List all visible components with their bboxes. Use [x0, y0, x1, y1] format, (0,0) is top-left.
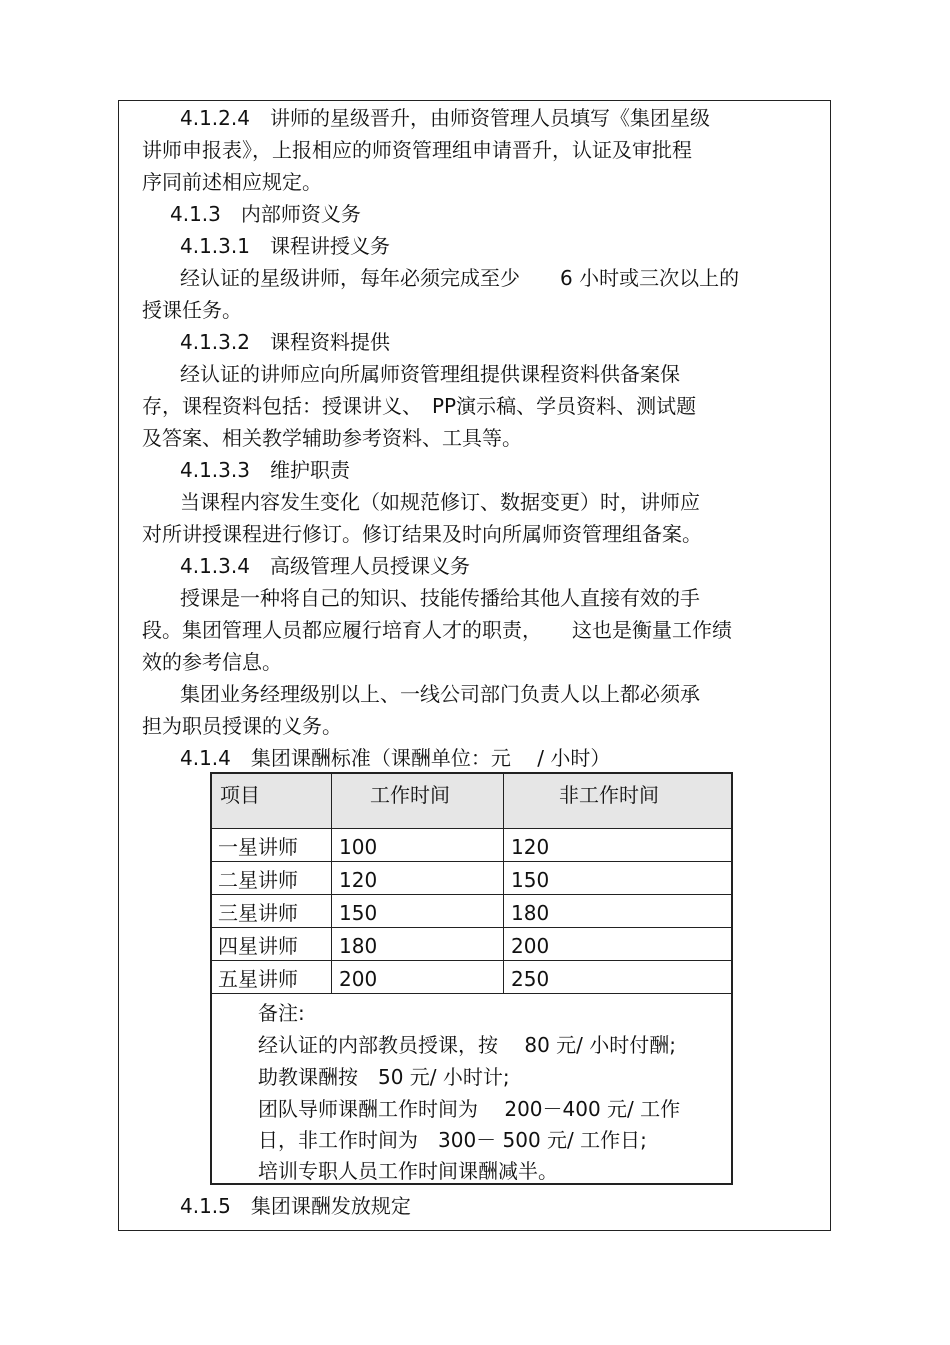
paragraph-line: 经认证的星级讲师，每年必须完成至少 6 小时或三次以上的 — [180, 266, 740, 290]
column-divider — [331, 774, 332, 994]
paragraph-line: 段。集团管理人员都应履行培育人才的职责， 这也是衡量工作绩 — [142, 618, 732, 642]
note-line: 助教课酬按 50 元/ 小时计; — [258, 1065, 510, 1089]
table-row — [212, 895, 731, 928]
paragraph-line: 授课任务。 — [142, 298, 242, 322]
paragraph-line: 讲师申报表》，上报相应的师资管理组申请晋升，认证及审批程 — [142, 138, 692, 162]
table-header-row — [212, 774, 731, 829]
table-cell: 150 — [339, 901, 378, 925]
table-cell: 四星讲师 — [218, 934, 298, 958]
table-header-cell: 项目 — [220, 783, 260, 807]
table-cell: 三星讲师 — [218, 901, 298, 925]
table-cell: 200 — [511, 934, 550, 958]
table-row — [212, 961, 731, 994]
subsection-heading: 4.1.3.4 高级管理人员授课义务 — [180, 554, 470, 578]
paragraph-line: 集团业务经理级别以上、一线公司部门负责人以上都必须承 — [180, 682, 700, 706]
column-divider — [503, 774, 504, 994]
paragraph-line: 及答案、相关教学辅助参考资料、工具等。 — [142, 426, 522, 450]
table-cell: 180 — [511, 901, 550, 925]
subsection-heading: 4.1.3.1 课程讲授义务 — [180, 234, 390, 258]
table-row — [212, 862, 731, 895]
paragraph-line: 效的参考信息。 — [142, 650, 282, 674]
note-line: 团队导师课酬工作时间为 200－400 元/ 工作 — [258, 1097, 681, 1121]
table-header-cell: 工作时间 — [370, 783, 450, 807]
paragraph-line: 授课是一种将自己的知识、技能传播给其他人直接有效的手 — [180, 586, 700, 610]
table-cell: 二星讲师 — [218, 868, 298, 892]
subsection-heading: 4.1.3.2 课程资料提供 — [180, 330, 390, 354]
paragraph-line: 经认证的讲师应向所属师资管理组提供课程资料供备案保 — [180, 362, 680, 386]
note-line: 日，非工作时间为 300－ 500 元/ 工作日; — [258, 1128, 647, 1152]
note-line: 培训专职人员工作时间课酬减半。 — [258, 1159, 558, 1183]
note-line: 经认证的内部教员授课，按 80 元/ 小时付酬; — [258, 1033, 676, 1057]
note-line: 备注: — [258, 1001, 305, 1025]
table-cell: 100 — [339, 835, 378, 859]
paragraph-line: 担为职员授课的义务。 — [142, 714, 342, 738]
paragraph-line: 对所讲授课程进行修订。修订结果及时向所属师资管理组备案。 — [142, 522, 702, 546]
table-row — [212, 829, 731, 862]
table-cell: 180 — [339, 934, 378, 958]
fee-table — [210, 772, 733, 1185]
table-cell: 150 — [511, 868, 550, 892]
paragraph-line: 4.1.2.4 讲师的星级晋升，由师资管理人员填写《集团星级 — [180, 106, 710, 130]
section-heading: 4.1.4 集团课酬标准（课酬单位：元 / 小时） — [180, 746, 611, 770]
section-heading: 4.1.5 集团课酬发放规定 — [180, 1194, 411, 1218]
table-cell: 120 — [339, 868, 378, 892]
paragraph-line: 序同前述相应规定。 — [142, 170, 322, 194]
paragraph-line: 存，课程资料包括：授课讲义、 PP演示稿、学员资料、测试题 — [142, 394, 697, 418]
table-cell: 五星讲师 — [218, 967, 298, 991]
paragraph-line: 当课程内容发生变化（如规范修订、数据变更）时，讲师应 — [180, 490, 700, 514]
table-cell: 120 — [511, 835, 550, 859]
table-cell: 一星讲师 — [218, 835, 298, 859]
subsection-heading: 4.1.3.3 维护职责 — [180, 458, 350, 482]
table-header-cell: 非工作时间 — [559, 783, 659, 807]
section-heading: 4.1.3 内部师资义务 — [170, 202, 361, 226]
table-row — [212, 928, 731, 961]
table-cell: 200 — [339, 967, 378, 991]
table-cell: 250 — [511, 967, 550, 991]
